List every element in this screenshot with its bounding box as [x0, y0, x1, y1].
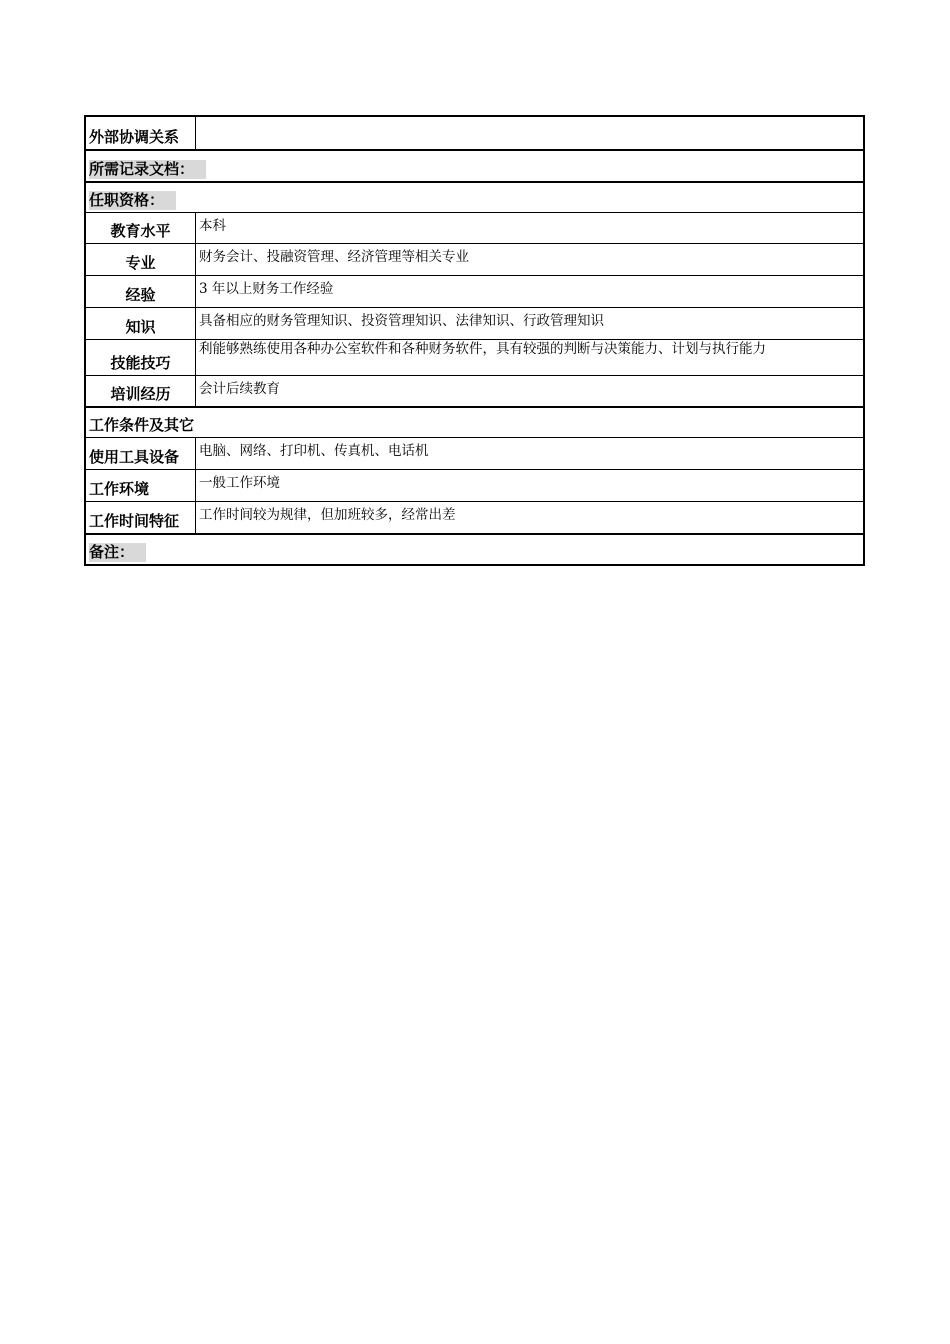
- qualifications-label: 任职资格：: [89, 191, 176, 210]
- knowledge-value: 具备相应的财务管理知识、投资管理知识、法律知识、行政管理知识: [199, 313, 604, 329]
- training-label: 培训经历: [86, 376, 196, 406]
- hours-label: 工作时间特征: [86, 502, 196, 533]
- qualification-row-skills: [86, 339, 863, 375]
- remarks-label: 备注：: [89, 543, 146, 562]
- remarks-row: [86, 533, 863, 564]
- tools-value: 电脑、网络、打印机、传真机、电话机: [199, 443, 429, 459]
- external-coordination-row: [86, 117, 863, 149]
- job-description-table: [84, 115, 865, 566]
- environment-label: 工作环境: [86, 470, 196, 501]
- required-records-label: 所需记录文档：: [89, 160, 206, 179]
- qualification-row-knowledge: [86, 307, 863, 339]
- work-conditions-header-row: [86, 406, 863, 437]
- qualifications-header-row: [86, 181, 863, 212]
- hours-value: 工作时间较为规律，但加班较多，经常出差: [199, 507, 456, 523]
- tools-label: 使用工具设备: [86, 438, 196, 469]
- skills-value: 利能够熟练使用各种办公室软件和各种财务软件，具有较强的判断与决策能力、计划与执行能力: [199, 341, 766, 357]
- work-condition-row-environment: [86, 469, 863, 501]
- knowledge-label: 知识: [86, 308, 196, 339]
- education-value: 本科: [199, 218, 226, 234]
- experience-value: 3 年以上财务工作经验: [199, 281, 334, 297]
- qualification-row-education: [86, 212, 863, 243]
- qualification-row-training: [86, 375, 863, 406]
- major-value: 财务会计、投融资管理、经济管理等相关专业: [199, 249, 469, 265]
- required-records-row: [86, 149, 863, 181]
- qualification-row-major: [86, 243, 863, 275]
- major-label: 专业: [86, 244, 196, 275]
- qualification-row-experience: [86, 275, 863, 307]
- external-coordination-label: 外部协调关系: [86, 117, 196, 149]
- education-label: 教育水平: [86, 213, 196, 243]
- environment-value: 一般工作环境: [199, 475, 280, 491]
- skills-label: 技能技巧: [86, 340, 196, 375]
- experience-label: 经验: [86, 276, 196, 307]
- work-conditions-label: 工作条件及其它: [89, 416, 195, 434]
- work-condition-row-tools: [86, 437, 863, 469]
- external-coordination-value: [196, 117, 863, 149]
- training-value: 会计后续教育: [199, 381, 280, 397]
- work-condition-row-hours: [86, 501, 863, 533]
